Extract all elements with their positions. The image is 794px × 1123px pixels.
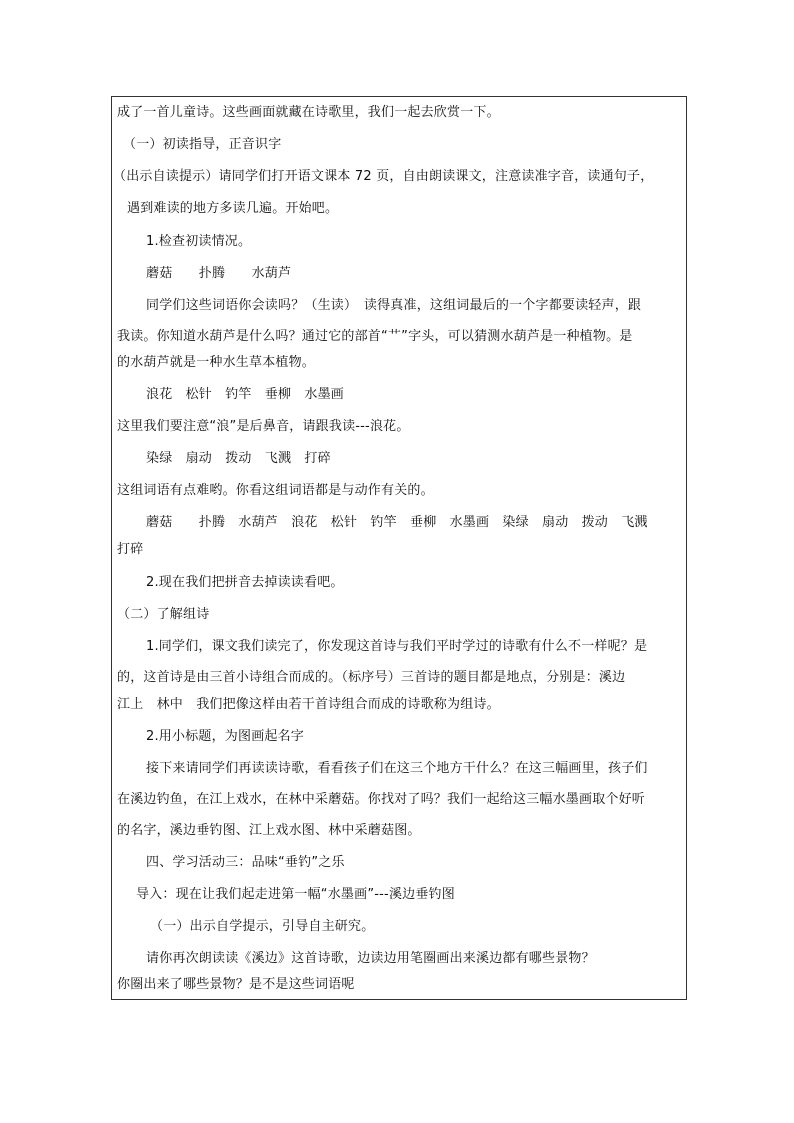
text-line: 成了一首儿童诗。这些画面就藏在诗歌里，我们一起去欣赏一下。 [117,105,500,120]
text-line: 的水葫芦就是一种水生草本植物。 [117,355,316,370]
vocab-line: 打碎 [117,542,144,557]
text-line: 请你再次朗读读《溪边》这首诗歌，边读边用笔圈画出来溪边都有哪些景物？ [146,951,595,966]
text-line: 江上 林中 我们把像这样由若干首诗组合而成的诗歌称为组诗。 [117,697,500,712]
vocab-line: 蘑菇 扑腾 水葫芦 浪花 松针 钓竿 垂柳 水墨画 染绿 扇动 拨动 飞溅 [146,515,648,530]
text-line: 2.用小标题，为图画起名字 [146,729,305,744]
text-line: 这里我们要注意“浪”是后鼻音，请跟我读---浪花。 [117,419,410,434]
text-line: （一）出示自学提示，引导自主研究。 [150,919,375,934]
text-line: 我读。你知道水葫芦是什么吗？通过它的部首“艹”字头，可以猜测水葫芦是一种植物。是 [117,329,633,344]
section-heading: （一）初读指导，正音识字 [123,137,282,152]
text-line: 在溪边钓鱼，在江上戏水，在林中采蘑菇。你找对了吗？我们一起给这三幅水墨画取个好听 [117,792,646,807]
section-heading: （二）了解组诗 [117,607,210,622]
vocab-line: 染绿 扇动 拨动 飞溅 打碎 [146,451,331,466]
text-line: 2.现在我们把拼音去掉读读看吧。 [146,575,344,590]
text-line: 的名字，溪边垂钓图、江上戏水图、林中采蘑菇图。 [117,823,421,838]
vocab-line: 浪花 松针 钓竿 垂柳 水墨画 [146,387,345,402]
text-line: 导入：现在让我们起走进第一幅“水墨画”---溪边垂钓图 [136,887,455,902]
text-line: 1.同学们，课文我们读完了，你发现这首诗与我们平时学过的诗歌有什么不一样呢？是 [146,639,648,654]
text-line: 的，这首诗是由三首小诗组合而成的。（标序号）三首诗的题目都是地点，分别是：溪边 [117,670,626,685]
text-line: 接下来请同学们再读读诗歌，看看孩子们在这三个地方干什么？在这三幅画里，孩子们 [146,761,648,776]
text-line: （出示自读提示）请同学们打开语文课本 72 页，自由朗读课文，注意读准字音，读通句子， [113,169,654,184]
text-line: 遇到难读的地方多读几遍。开始吧。 [127,201,339,216]
text-line: 你圈出来了哪些景物？是不是这些词语呢 [117,977,355,992]
section-heading: 四、学习活动三：品味“垂钓”之乐 [146,855,345,870]
text-line: 1.检查初读情况。 [146,234,252,249]
text-line: 这组词语有点难哟。你看这组词语都是与动作有关的。 [117,483,434,498]
vocab-line: 蘑菇 扑腾 水葫芦 [146,266,292,281]
text-line: 同学们这些词语你会读吗？（生读） 读得真准，这组词最后的一个字都要读轻声，跟 [146,298,642,313]
